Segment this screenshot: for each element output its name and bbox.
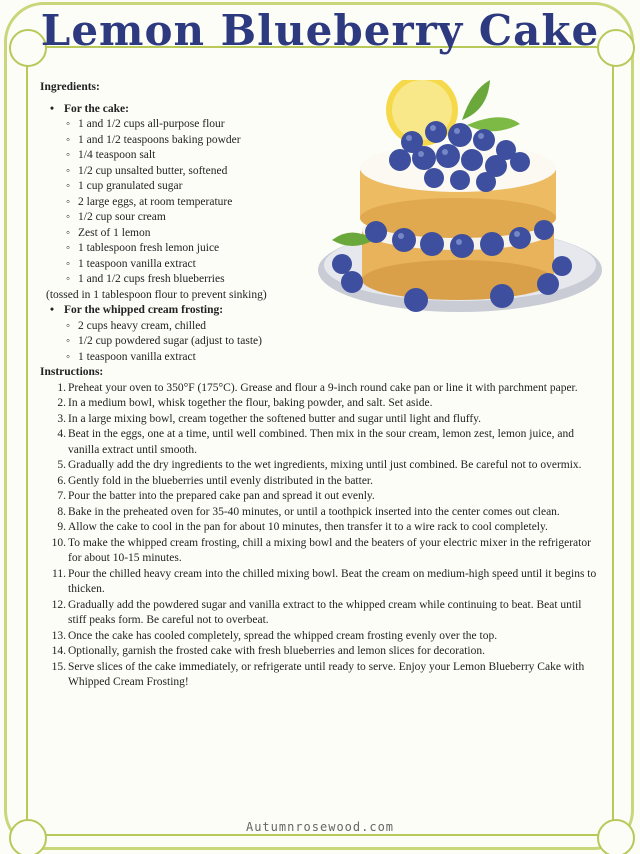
list-item [40, 598, 600, 629]
list-item [40, 381, 600, 397]
list-item [40, 474, 600, 490]
step-text: Beat in the eggs, one at a time, until well combined. Then mix in the sour cream, lemon zest, lemon juice, and vanilla extract until smooth. [68, 428, 574, 456]
list-item [40, 396, 600, 412]
list-item [40, 489, 600, 505]
step-text: Preheat your oven to 350°F (175°C). Grease and flour a 9-inch round cake pan or line it with parchment paper. [68, 381, 578, 394]
step-text: Pour the chilled heavy cream into the chilled mixing bowl. Beat the cream on medium-high speed until it begins to thicken. [68, 567, 597, 595]
step-text: Gradually add the dry ingredients to the wet ingredients, mixing until just combined. Be careful not to overmix. [68, 459, 582, 471]
list-item: ◦ 1/2 cup unsalted butter, softened [78, 164, 600, 180]
frosting-section-heading: • For the whipped cream frosting: [50, 303, 600, 319]
step-number: 11. [52, 567, 66, 580]
page-title: Lemon Blueberry Cake [40, 6, 600, 55]
list-item: ◦ 1/2 cup powdered sugar (adjust to taste) [78, 334, 600, 350]
step-number: 3. [57, 412, 66, 425]
list-item: ◦ 1 tablespoon fresh lemon juice [78, 241, 600, 257]
instructions-heading: Instructions: [40, 366, 104, 378]
list-item [40, 644, 600, 660]
step-number: 8. [57, 505, 66, 518]
list-item: ◦ 1 and 1/2 cups all-purpose flour [78, 117, 600, 133]
step-text: Optionally, garnish the frosted cake with fresh blueberries and lemon slices for decoration. [68, 645, 485, 657]
list-item [40, 536, 600, 567]
step-number: 1. [57, 381, 66, 394]
list-item: ◦ 1/2 cup sour cream [78, 210, 600, 226]
step-text: Once the cake has cooled completely, spread the whipped cream frosting evenly over the top. [68, 629, 498, 642]
ingredients-heading: Ingredients: [40, 81, 100, 93]
step-number: 6. [57, 474, 66, 487]
list-item: ◦ 1 and 1/2 cups fresh blueberries [78, 272, 600, 288]
blueberry-note: (tossed in 1 tablespoon flour to prevent sinking) [46, 288, 267, 301]
list-item: ◦ 2 cups heavy cream, chilled [78, 319, 600, 335]
list-item [40, 567, 600, 598]
step-text: In a medium bowl, whisk together the flour, baking powder, and salt. Set aside. [68, 397, 433, 409]
instruction-list [40, 381, 600, 691]
list-item: ◦ 1/4 teaspoon salt [78, 148, 600, 164]
list-item [40, 427, 600, 458]
step-text: Pour the batter into the prepared cake pan and spread it out evenly. [68, 490, 375, 502]
step-number: 12. [51, 598, 66, 611]
step-number: 14. [51, 645, 66, 657]
list-item [40, 505, 600, 521]
step-number: 5. [57, 459, 66, 471]
step-number: 9. [57, 521, 66, 533]
step-text: Allow the cake to cool in the pan for about 10 minutes, then transfer it to a wire rack to cool completely. [68, 521, 548, 533]
list-item [40, 520, 600, 536]
list-item [40, 412, 600, 428]
list-item: ◦ 1 teaspoon vanilla extract [78, 257, 600, 273]
list-item: ◦ 1 and 1/2 teaspoons baking powder [78, 133, 600, 149]
cake-section-heading: • For the cake: [50, 102, 600, 118]
list-item: ◦ 1 cup granulated sugar [78, 179, 600, 195]
step-text: Serve slices of the cake immediately, or refrigerate until ready to serve. Enjoy your Lemon Blueberry Cake with Whipped Cream Frosting! [68, 660, 585, 688]
list-item [40, 660, 600, 691]
step-number: 13. [51, 629, 66, 642]
list-item: ◦ 2 large eggs, at room temperature [78, 195, 600, 211]
step-text: Gradually add the powdered sugar and vanilla extract to the whipped cream while continuing to beat. Beat until stiff peaks form. Be careful not to overbeat. [68, 598, 582, 626]
recipe-content [40, 80, 600, 691]
list-item [40, 458, 600, 474]
frosting-ingredient-list [40, 319, 600, 366]
step-text: Bake in the preheated oven for 35-40 minutes, or until a toothpick inserted into the center comes out clean. [68, 505, 560, 518]
step-text: In a large mixing bowl, cream together the softened butter and sugar until light and fluffy. [68, 412, 482, 425]
list-item: ◦ Zest of 1 lemon [78, 226, 600, 242]
step-text: Gently fold in the blueberries until evenly distributed in the batter. [68, 474, 373, 487]
step-number: 2. [57, 397, 66, 409]
cake-ingredient-list [40, 117, 600, 288]
list-item: ◦ 1 teaspoon vanilla extract [78, 350, 600, 366]
list-item [40, 629, 600, 645]
step-text: To make the whipped cream frosting, chill a mixing bowl and the beaters of your electric mixer in the refrigerator for about 10-15 minutes. [68, 536, 591, 564]
step-number: 4. [57, 428, 66, 440]
website-footer: Autumnrosewood.com [245, 820, 395, 834]
step-number: 10. [51, 536, 66, 549]
step-number: 7. [57, 490, 66, 502]
step-number: 15. [51, 660, 66, 673]
